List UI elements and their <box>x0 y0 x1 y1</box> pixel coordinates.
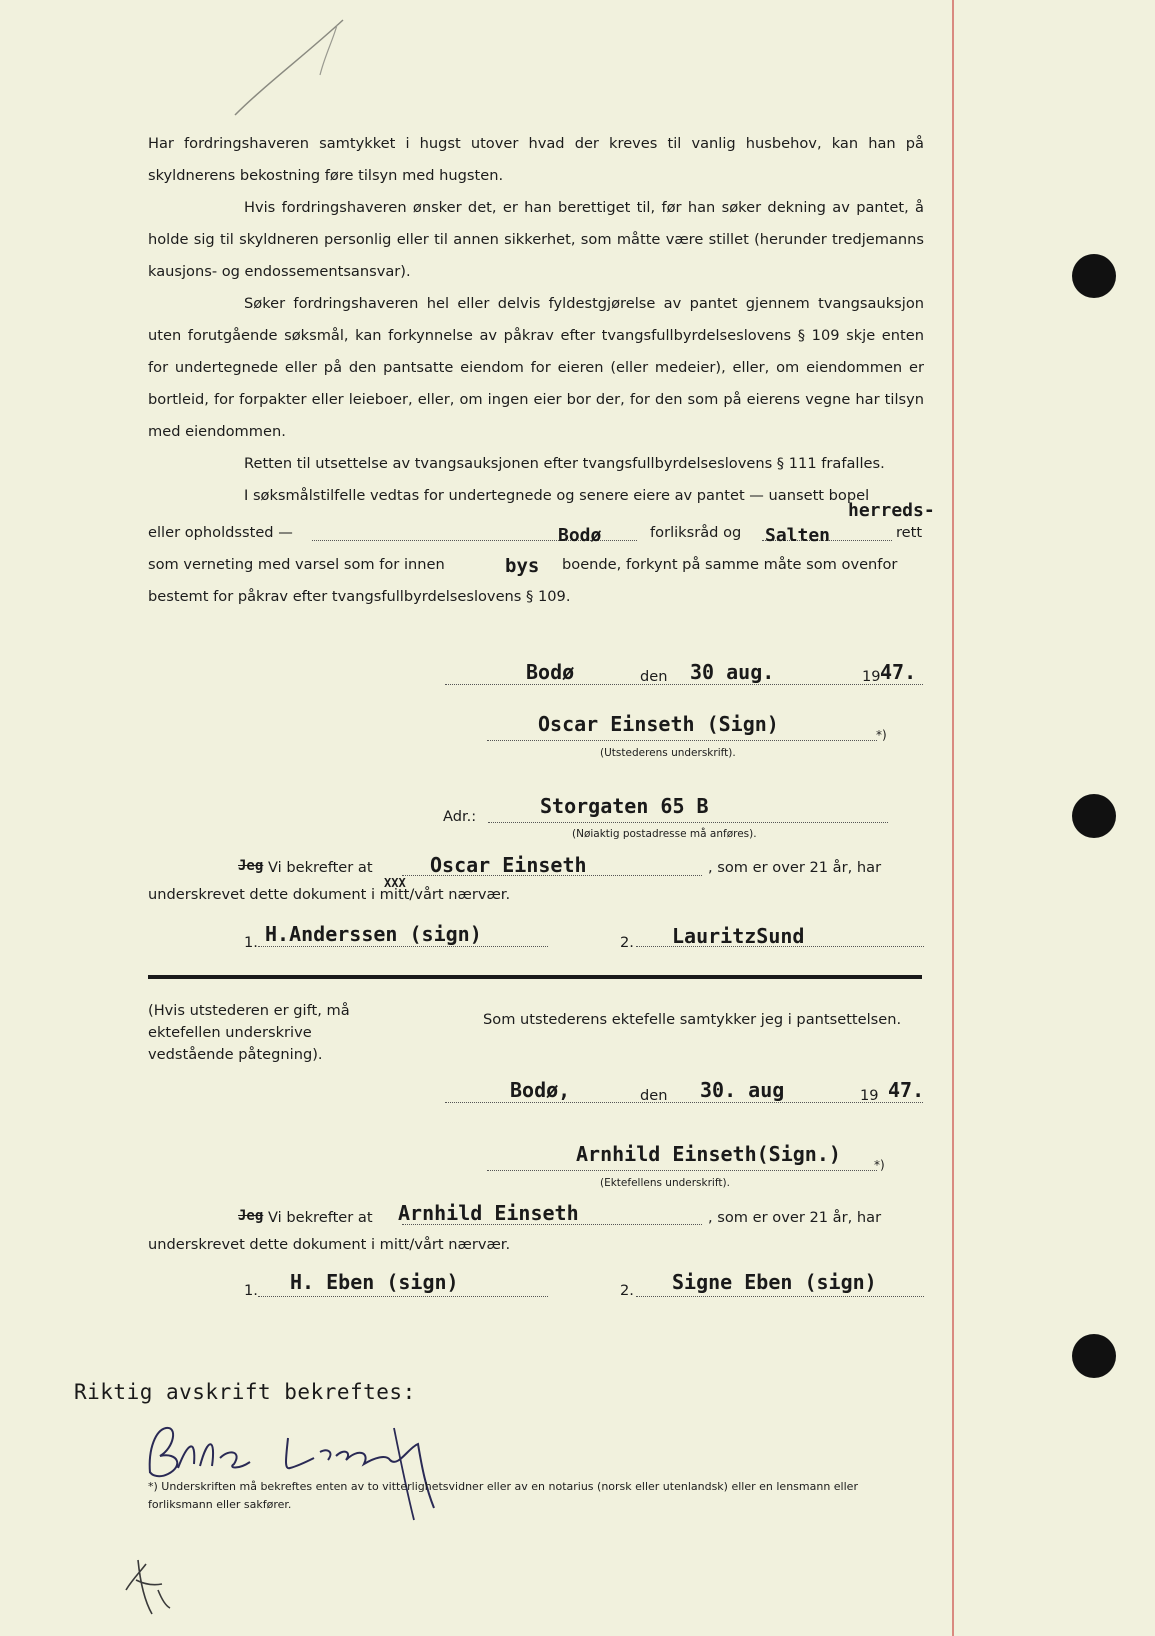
herreds-typed: herreds- <box>848 500 935 521</box>
paragraph-security: Hvis fordringshaveren ønsker det, er han berettiget til, før han søker dekning av pantet, å holde sig til skyldneren personlig eller til annen sikkerhet, som måtte være stillet (herunder tredjemanns kausjons- og endossementsansvar). <box>148 199 924 280</box>
spouse-confirm-prefix: Vi bekrefter at <box>268 1209 373 1226</box>
spouse-signature: Arnhild Einseth(Sign.) <box>576 1142 841 1166</box>
spouse-sig-mark: *) <box>874 1158 885 1172</box>
venue-line-start: eller opholdssted — <box>148 524 293 541</box>
issuer-year-prefix: 19 <box>862 668 881 685</box>
paragraph-logging: Har fordringshaveren samtykket i hugst utover hvad der kreves til vanlig husbehov, kan han på skyldnerens bekostning føre tilsyn med hugsten. <box>148 135 924 184</box>
spouse-instruction: (Hvis utstederen er gift, må ektefellen underskrive vedstående påtegning). <box>148 1002 350 1063</box>
pencil-mark <box>225 15 365 125</box>
issuer-address: Storgaten 65 B <box>540 794 709 818</box>
paragraph-venue: I søksmålstilfelle vedtas for undertegnede og senere eiere av pantet — uansett bopel <box>244 487 870 504</box>
witness2-num: 2. <box>620 934 634 951</box>
spouse-sig-caption: (Ektefellens underskrift). <box>600 1177 730 1189</box>
spouse-den-label: den <box>640 1087 668 1104</box>
spouse-date: 30. aug <box>700 1078 785 1102</box>
xxx-overstrike <box>382 876 432 890</box>
venue-line3: bestemt for påkrav efter tvangsfullbyrdelseslovens § 109. <box>148 588 571 605</box>
certification-stamp: Riktig avskrift bekreftes: <box>74 1380 416 1404</box>
address-dotted-line <box>488 822 888 823</box>
paragraph-postponement: Retten til utsettelse av tvangsauksjonen efter tvangsfullbyrdelseslovens § 111 frafalles. <box>244 455 885 472</box>
footnote: *) Underskriften må bekreftes enten av to vitterlighetsvidner eller av en notarius (norsk eller utenlandsk) eller en lensmann eller forliksmann eller sakfører. <box>148 1480 858 1511</box>
terms-text <box>148 128 924 512</box>
spouse-witness1-dotted-line <box>258 1296 548 1297</box>
issuer-den-label: den <box>640 668 668 685</box>
spouse-witness1-num: 1. <box>244 1282 258 1299</box>
spouse-confirm-name: Arnhild Einseth <box>398 1201 579 1225</box>
venue-district: Salten <box>765 525 831 546</box>
punch-hole <box>1072 794 1116 838</box>
confirm-struck-jeg: Jeg <box>238 858 264 874</box>
spouse-confirm-line2: underskrevet dette dokument i mitt/vårt nærvær. <box>148 1236 511 1253</box>
date-dotted-line <box>445 684 923 685</box>
issuer-place: Bodø <box>526 660 575 684</box>
address-caption: (Nøiaktig postadresse må anføres). <box>572 828 757 840</box>
venue-mid-text: forliksråd og <box>650 524 742 541</box>
issuer-sig-caption: (Utstederens underskrift). <box>600 747 736 759</box>
spouse-witness2: Signe Eben (sign) <box>672 1270 877 1294</box>
spouse-place: Bodø, <box>510 1078 571 1102</box>
punch-hole <box>1072 1334 1116 1378</box>
spouse-year-prefix: 19 <box>860 1087 879 1104</box>
signature-dotted-line <box>487 740 877 741</box>
confirm-suffix: , som er over 21 år, har <box>708 859 882 876</box>
venue-rett: rett <box>896 524 923 541</box>
confirm-prefix: Vi bekrefter at <box>268 859 373 876</box>
address-label: Adr.: <box>443 808 477 825</box>
spouse-confirm-struck-jeg: Jeg <box>238 1208 264 1224</box>
spouse-witness2-num: 2. <box>620 1282 634 1299</box>
issuer-year-suffix: 47. <box>880 660 917 684</box>
red-margin-line <box>952 0 954 1636</box>
issuer-sig-mark: *) <box>876 728 887 742</box>
issuer-witness2: LauritzSund <box>672 924 805 948</box>
spouse-year-suffix: 47. <box>888 1078 925 1102</box>
spouse-signature-dotted-line <box>487 1170 877 1171</box>
section-divider <box>148 975 922 979</box>
svg-text:XXX: XXX <box>384 876 406 890</box>
venue-city: Bodø <box>558 525 602 546</box>
spouse-consent: Som utstederens ektefelle samtykker jeg i pantsettelsen. <box>483 1011 902 1028</box>
spouse-confirm-suffix: , som er over 21 år, har <box>708 1209 882 1226</box>
spouse-witness2-dotted-line <box>636 1296 924 1297</box>
witness1-dotted-line <box>258 946 548 947</box>
paragraph-auction: Søker fordringshaveren hel eller delvis fyldestgjørelse av pantet gjennem tvangsauksjon uten forutgående søksmål, kan forkynnelse av påkrav efter tvangsfullbyrdelseslovens § 109 skje enten for undertegnede eller på den pantsatte eiendom for eieren (eller medeier), eller, om eiendommen er bortleid, for forpakter eller leieboer, eller, om ingen eier bor der, for den som på eierens vegne har tilsyn med eiendommen. <box>148 295 924 440</box>
issuer-confirm-name: Oscar Einseth <box>430 853 587 877</box>
confirm-line2: underskrevet dette dokument i mitt/vårt nærvær. <box>148 886 511 903</box>
issuer-signature: Oscar Einseth (Sign) <box>538 712 779 736</box>
issuer-witness1: H.Anderssen (sign) <box>265 922 482 946</box>
punch-hole <box>1072 254 1116 298</box>
pencil-initial <box>118 1550 178 1620</box>
venue-line2-start: som verneting med varsel som for innen <box>148 556 445 573</box>
spouse-date-dotted-line <box>445 1102 923 1103</box>
issuer-date: 30 aug. <box>690 660 775 684</box>
venue-line2-end: boende, forkynt på samme måte som ovenfor <box>562 556 898 573</box>
spouse-witness1: H. Eben (sign) <box>290 1270 459 1294</box>
witness1-num: 1. <box>244 934 258 951</box>
venue-bys: bys <box>505 555 540 577</box>
